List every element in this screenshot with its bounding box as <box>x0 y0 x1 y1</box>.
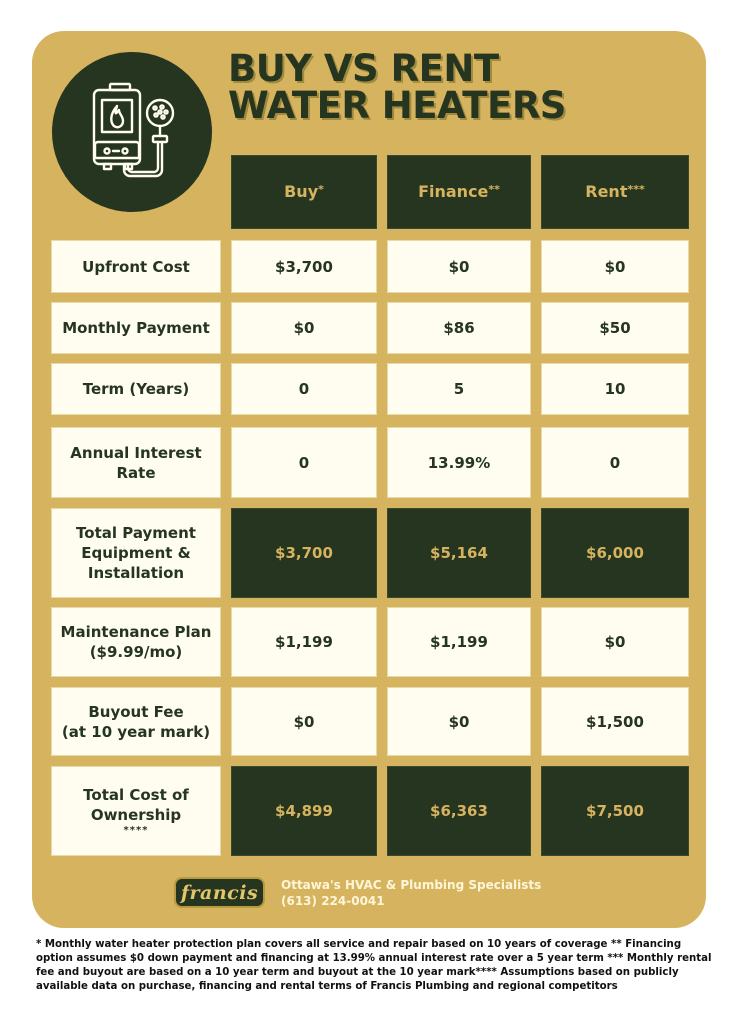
cell-value: $6,000 <box>586 544 644 562</box>
column-header-finance <box>387 155 531 229</box>
cell-value: $0 <box>448 712 470 731</box>
cell-buy <box>231 302 377 354</box>
cell-rent <box>541 766 689 856</box>
cell-value: $0 <box>293 712 315 731</box>
row-label <box>51 766 221 856</box>
footnote-marker: ** <box>488 183 500 196</box>
cell-rent <box>541 363 689 415</box>
cell-value: $50 <box>599 319 631 337</box>
page-title <box>228 47 566 127</box>
cell-value: $1,500 <box>586 712 644 731</box>
cell-value: $4,899 <box>275 802 333 820</box>
footnote: * Monthly water heater protection plan covers all service and repair based on 10 years of coverage ** Financing option assumes $0 down payment and financing at 13.99% annual interest rate over a 5 year term *** Monthly rental fee and buyout are based on a 10 year term and buyout at the 10 year mark**** Assumptions based on publicly available data on purchase, financing and rental terms of Francis Plumbing and regional competitors <box>36 939 712 992</box>
cell-buy <box>231 766 377 856</box>
title-line-2: WATER HEATERS <box>228 84 566 127</box>
water-heater-icon <box>52 52 212 212</box>
cell-value: $1,199 <box>430 633 488 651</box>
row-label-text: Upfront Cost <box>82 257 190 276</box>
row-label-text: Term (Years) <box>82 380 190 398</box>
cell-rent <box>541 508 689 598</box>
cell-value: $0 <box>448 257 470 276</box>
cell-value: $0 <box>604 257 626 276</box>
row-label-text: Annual Interest <box>70 443 202 462</box>
cell-finance <box>387 240 531 293</box>
cell-rent <box>541 607 689 677</box>
cell-value: 0 <box>298 453 310 472</box>
cell-value: 10 <box>604 380 626 398</box>
row-label <box>51 687 221 756</box>
column-header-label: Rent <box>585 182 628 201</box>
cell-value: $86 <box>443 319 475 337</box>
cell-buy <box>231 508 377 598</box>
cell-value: $0 <box>293 319 315 337</box>
row-label-text-line3: Installation <box>87 564 185 582</box>
column-header-rent <box>541 155 689 229</box>
cell-value: $7,500 <box>586 802 644 820</box>
row-label-text: Maintenance Plan <box>60 623 212 641</box>
row-label-text-line2: Ownership <box>90 806 182 824</box>
cell-finance <box>387 302 531 354</box>
cell-value: 0 <box>298 380 310 398</box>
cell-value: 0 <box>609 453 621 472</box>
column-header-label: Buy <box>284 182 319 201</box>
title-line-1: BUY VS RENT <box>228 47 499 90</box>
row-label-text-line2: Equipment & <box>81 544 191 562</box>
row-label-text-line2: Rate <box>116 463 156 482</box>
row-label-text-line2: (at 10 year mark) <box>61 722 211 741</box>
row-label-text: Total Cost of <box>83 786 189 804</box>
cell-value: 13.99% <box>427 453 491 472</box>
row-label-text: Monthly Payment <box>62 319 210 337</box>
cell-finance <box>387 607 531 677</box>
column-header-buy <box>231 155 377 229</box>
row-label <box>51 240 221 293</box>
cell-value: $5,164 <box>430 544 488 562</box>
row-label <box>51 302 221 354</box>
brand-tagline: Ottawa's HVAC & Plumbing Specialists <box>281 878 542 892</box>
cell-finance <box>387 766 531 856</box>
brand-info <box>281 877 541 909</box>
cell-value: $0 <box>604 633 626 651</box>
footnote-marker: *** <box>627 183 645 196</box>
row-label <box>51 427 221 498</box>
cell-buy <box>231 607 377 677</box>
row-label <box>51 363 221 415</box>
brand-phone[interactable]: (613) 224-0041 <box>281 894 385 908</box>
cell-rent <box>541 427 689 498</box>
row-label <box>51 508 221 598</box>
footnote-marker: **** <box>123 825 149 836</box>
row-label-text-line2: ($9.99/mo) <box>89 643 183 661</box>
column-header-label: Finance <box>418 182 489 201</box>
row-label-text: Buyout Fee <box>88 702 184 721</box>
cell-buy <box>231 427 377 498</box>
cell-value: 5 <box>453 380 465 398</box>
logo-text: francis <box>180 881 259 904</box>
cell-rent <box>541 687 689 756</box>
cell-value: $3,700 <box>275 257 333 276</box>
cell-buy <box>231 363 377 415</box>
cell-rent <box>541 240 689 293</box>
cell-value: $3,700 <box>275 544 333 562</box>
cell-rent <box>541 302 689 354</box>
cell-finance <box>387 427 531 498</box>
cell-finance <box>387 687 531 756</box>
cell-buy <box>231 687 377 756</box>
cell-buy <box>231 240 377 293</box>
cell-value: $1,199 <box>275 633 333 651</box>
cell-finance <box>387 508 531 598</box>
francis-logo <box>174 877 265 908</box>
cell-finance <box>387 363 531 415</box>
row-label <box>51 607 221 677</box>
cell-value: $6,363 <box>430 802 488 820</box>
row-label-text: Total Payment <box>76 524 196 542</box>
footnote-marker: * <box>318 183 324 196</box>
